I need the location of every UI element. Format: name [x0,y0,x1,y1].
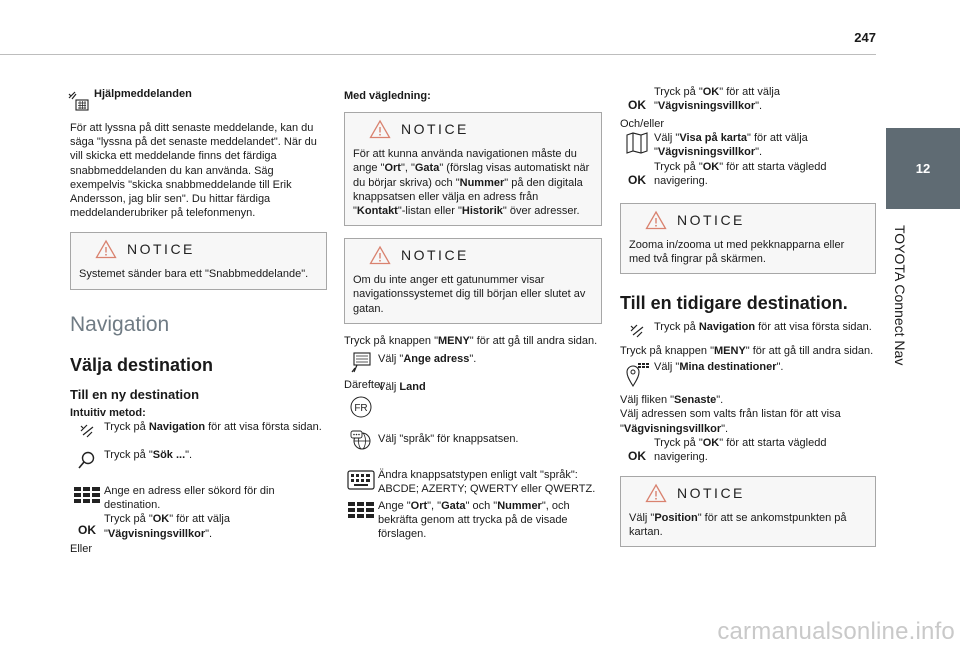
step-keyboard-type: Ändra knappsatstypen enligt valt "språk": ABCDE; AZERTY; QWERTY eller QWERTZ. [344,468,602,496]
och-eller-text: Och/eller [620,118,665,130]
notice-label: NOTICE [677,484,745,501]
notice-label: NOTICE [677,211,745,228]
language-globe-icon [344,428,378,452]
section-title-previous-destination: Till en tidigare destination. [620,293,848,314]
step-enter-address: Ange en adress eller sökord för din destination. [70,484,327,512]
menu-instruction: Tryck på knappen "MENY" för att gå till andra sidan. [620,345,874,358]
keypad-icon [344,499,378,523]
voice-keyboard-icon [62,85,94,115]
notice-box-zoom [620,203,876,274]
darefter-text: Därefter [344,379,384,392]
step-my-destinations: Välj "Mina destinationer". [620,360,876,390]
column-2 [344,85,602,541]
notice-label: NOTICE [401,247,469,264]
step-navigation: Tryck på Navigation för att visa första sidan. [70,420,327,444]
step-navigation: Tryck på Navigation för att visa första sidan. [620,320,876,344]
notice-label: NOTICE [401,121,469,138]
notice-text: Välj "Position" för att se ankomstpunkten på kartan. [629,511,847,539]
help-heading: Hjälpmeddelanden [94,88,192,100]
step-enter-address: Välj "Ange adress". [344,350,602,374]
step-show-on-map: Välj "Visa på karta" för att välja "Vägvisningsvillkor". [620,131,876,159]
country-fr-icon [344,392,378,422]
section-title-navigation: Navigation [70,312,170,336]
tab-instruction: Välj fliken "Senaste". [620,394,724,407]
chapter-tab: 12 [886,128,960,209]
step-search: Tryck på "Sök ...". [70,448,327,472]
notice-text: För att kunna använda navigationen måste du ange "Ort", "Gata" (förslag visas automatiskt när du börjar skriva) och "Nummer" på den digitala knappsatsen eller välja en adress från "Kontakt"-listan eller "Historik" över adresser. [353,148,590,218]
navigation-arrow-icon [620,320,654,344]
location-keypad-icon [620,360,654,390]
step-ok-start: OK Tryck på "OK" för att starta vägledd navigering. [620,436,876,468]
warning-icon [645,210,667,230]
notice-box [70,232,327,289]
notice-text: Systemet sänder bara ett "Snabbmeddelande". [79,268,309,281]
notice-text: Zooma in/zooma ut med pekknapparna eller med två fingrar på skärmen. [629,238,845,265]
eller-text: Eller [70,543,93,556]
menu-instruction: Tryck på knappen "MENY" för att gå till andra sidan. [344,334,598,347]
chapter-title-text: TOYOTA Connect Nav [892,224,908,366]
keyboard-icon [344,468,378,492]
chapter-title [885,215,915,375]
notice-text: Om du inte anger ett gatunummer visar navigationssystemet dig till början eller slutet av gatan. [353,274,586,315]
step-ok-conditions: OK Tryck på "OK" för att välja "Vägvisningsvillkor". [620,85,876,117]
ok-icon: OK [628,172,646,187]
navigation-arrow-icon [70,420,104,444]
notice-label: NOTICE [127,241,195,258]
intuitive-label: Intuitiv metod: [70,406,146,419]
page-number: 247 [854,30,876,45]
svg-text:FR: FR [354,403,368,415]
help-text: För att lyssna på ditt senaste meddelande, kan du säga "lyssna på det senaste meddelandet". När du vill skicka ett meddelande finns det färdiga snabbmeddelanden du kan använda. Säg exempelvis "skicka snabbmeddelande till Erik Andersson, jag blir sen". Du hittar färdiga meddelanderubriker på telefonmenyn. [70,122,317,220]
column-1 [70,85,327,557]
step-ok: OK Tryck på "OK" för att välja "Vägvisningsvillkor". [70,512,327,542]
select-instruction: Välj adressen som valts från listan för att visa "Vägvisningsvillkor". [620,408,841,435]
notice-box-street-number [344,238,602,324]
header-rule [0,54,876,55]
step-ok-start: OK Tryck på "OK" för att starta vägledd navigering. [620,160,876,192]
notice-box-position [620,476,876,547]
ok-icon: OK [78,523,96,538]
map-icon [620,131,654,155]
ok-icon: OK [628,97,646,112]
warning-icon [369,245,391,265]
notice-box-address [344,112,602,226]
section-title-choose-destination: Välja destination [70,354,214,375]
search-icon [70,448,104,472]
step-language: Välj "språk" för knappsatsen. [344,428,602,452]
address-keyboard-icon [344,350,378,374]
step-country: FR Välj Land [344,392,602,422]
ok-icon: OK [628,448,646,463]
subheading-new-destination: Till en ny destination [70,386,200,402]
step-enter-fields: Ange "Ort", "Gata" och "Nummer", och bekräfta genom att trycka på de visade förslagen. [344,499,602,542]
warning-icon [369,119,391,139]
warning-icon [95,239,117,259]
keypad-icon [70,484,104,508]
column-3 [620,85,876,547]
warning-icon [645,483,667,503]
guidance-label: Med vägledning: [344,90,431,102]
help-messages-row [62,85,327,115]
watermark: carmanualsonline.info [717,618,955,645]
